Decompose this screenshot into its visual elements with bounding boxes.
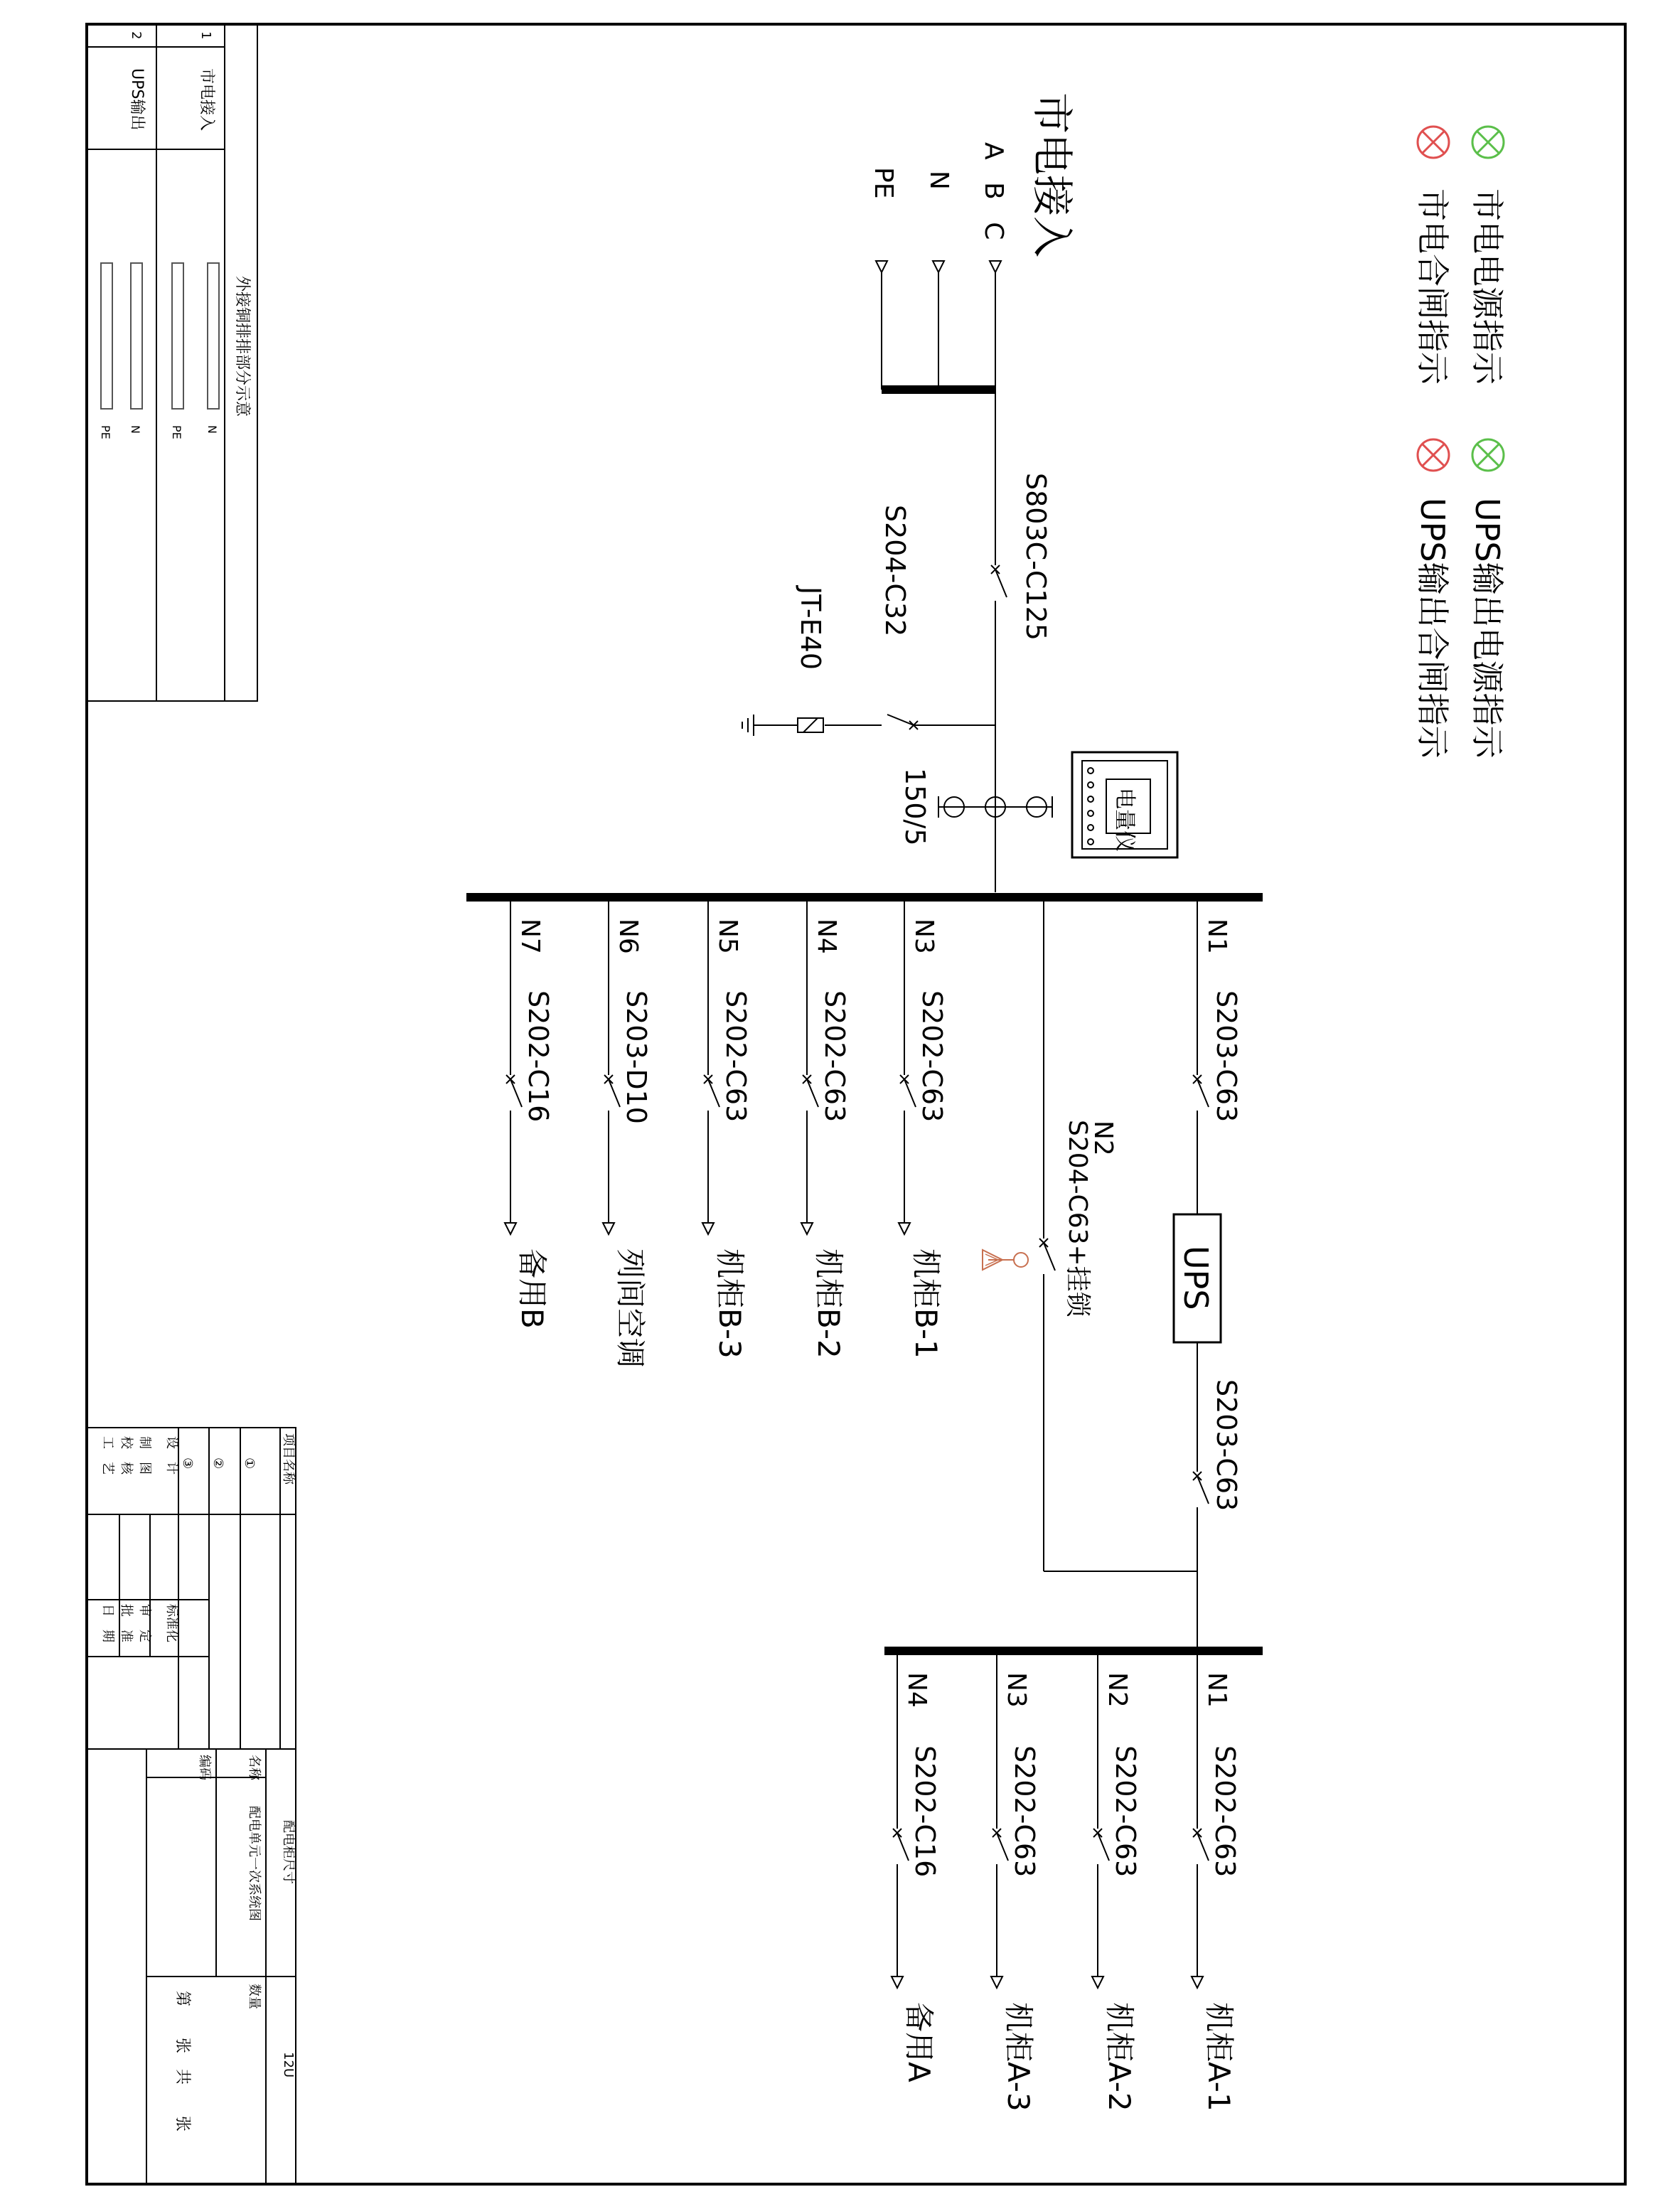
tb-code-label: 编码 — [197, 1755, 212, 1780]
ups-feeder-id: N3 — [1002, 1672, 1031, 1708]
copper-bar-table — [87, 24, 257, 701]
tb-sheet-text: 第 张 共 张 — [173, 1991, 191, 2132]
copper-row-num-2: 2 — [129, 31, 144, 40]
ups-feeder-id: N2 — [1103, 1672, 1132, 1708]
main-feeder-load: 备用B — [515, 1248, 550, 1329]
main-feeder-id: N1 — [1202, 919, 1231, 954]
tb-label: 制 图 — [137, 1436, 152, 1475]
main-feeder-id: N7 — [515, 919, 545, 954]
arrow-down-icon — [702, 1223, 714, 1234]
arrow-down-icon — [1192, 1977, 1203, 1988]
main-feeder-6 — [505, 902, 554, 1329]
tb-name-value: 配电单元一次系统图 — [247, 1806, 262, 1921]
tb-size-header: 配电柜尺寸 — [281, 1820, 296, 1884]
main-feeder-id: N6 — [614, 919, 643, 954]
arrow-down-icon — [801, 1223, 813, 1234]
tb-name-label: 名称 — [247, 1755, 262, 1780]
ups-feeder-1 — [1092, 1655, 1141, 2112]
main-feeder-id: N4 — [812, 919, 841, 954]
neutral-label: N — [924, 171, 953, 190]
meter-label: 电量仪 — [1112, 788, 1137, 852]
arrow-down-icon — [899, 1223, 910, 1234]
main-feeder-load: 机柜B-2 — [811, 1248, 846, 1359]
ups-feeder-load: 机柜A-3 — [1001, 2002, 1036, 2112]
ups-feeder-load: 机柜A-2 — [1102, 2002, 1137, 2112]
ups-feeder-id: N1 — [1202, 1672, 1231, 1708]
ups-feeder-breaker: S202-C63 — [1009, 1745, 1040, 1878]
ups-feeder-3 — [892, 1655, 941, 2082]
ups-feeder-breaker: S202-C63 — [1110, 1745, 1141, 1878]
main-feeder-breaker: S202-C63 — [916, 990, 948, 1123]
main-feeder-4 — [702, 902, 751, 1359]
main-feeder-id: N3 — [909, 919, 938, 954]
legend-label-4: UPS输出合闸指示 — [1413, 498, 1452, 759]
tb-label: 审 定 — [137, 1604, 152, 1642]
main-feeder-n2-label: N2 — [1088, 1120, 1118, 1156]
main-feeder-load: 列间空调 — [613, 1248, 648, 1369]
pe-label: PE — [869, 167, 898, 199]
incoming-title: 市电接入 — [1028, 92, 1076, 258]
tb-label: 日 期 — [100, 1604, 115, 1642]
red-indicator-icon — [1418, 439, 1449, 471]
tb-label: ② — [210, 1457, 225, 1470]
spd-branch — [742, 715, 995, 736]
green-indicator-icon — [1472, 127, 1504, 158]
main-breaker-label: S803C-C125 — [1020, 473, 1052, 641]
padlock-icon — [983, 1250, 1028, 1270]
energy-meter — [1072, 752, 1177, 857]
main-feeder-id: N5 — [713, 919, 742, 954]
ups-feeder-breaker: S202-C63 — [1209, 1745, 1241, 1878]
main-feeder-load: 机柜B-1 — [909, 1248, 943, 1359]
arrow-down-icon — [1092, 1977, 1103, 1988]
tb-qty-label: 数量 — [247, 1984, 262, 2009]
main-feeder-load: 机柜B-3 — [712, 1248, 747, 1359]
tb-label: 校 核 — [119, 1436, 134, 1475]
main-feeder-3 — [801, 902, 850, 1359]
drawing-frame — [87, 24, 1625, 2184]
red-indicator-icon — [1418, 127, 1449, 158]
ups-feeder-0 — [1192, 1655, 1241, 2112]
ups-feeders — [892, 1655, 1241, 2112]
legend-label-3: UPS输出电源指示 — [1468, 498, 1507, 759]
arrow-down-icon — [991, 1977, 1002, 1988]
main-feeder-2 — [899, 902, 948, 1359]
ground-icon — [742, 715, 754, 736]
tb-project-label: 项目名称 — [281, 1433, 296, 1485]
ups-label: UPS — [1177, 1246, 1215, 1310]
main-feeder-breaker: S203-C63 — [1211, 990, 1242, 1123]
copper-table-title: 外接铜排排部分示意 — [233, 276, 251, 417]
tb-label: 设 计 — [164, 1436, 179, 1475]
arrow-down-icon — [892, 1977, 903, 1988]
main-feeder-breaker: S202-C63 — [819, 990, 850, 1123]
bar-label: PE — [170, 425, 183, 439]
spd-label: JT-E40 — [795, 587, 826, 670]
legend-label-1: 市电电源指示 — [1468, 188, 1507, 385]
arrow-down-icon — [505, 1223, 516, 1234]
main-feeder-breaker: S202-C16 — [523, 990, 554, 1123]
green-indicator-icon — [1472, 439, 1504, 471]
main-feeders — [505, 902, 1242, 1368]
ups-output-breaker-label: S203-C63 — [1211, 1379, 1242, 1512]
copper-row-num-1: 1 — [198, 31, 213, 40]
incoming-terminals — [876, 261, 1001, 390]
main-feeder-breaker: S202-C63 — [720, 990, 751, 1123]
legend-label-2: 市电合闸指示 — [1413, 188, 1452, 385]
arrow-down-icon — [603, 1223, 614, 1234]
tb-qty-value: 12U — [281, 2052, 296, 2078]
main-breaker-icon — [991, 565, 1007, 597]
title-block — [87, 1428, 296, 2184]
main-feeder-breaker: S203-D10 — [621, 990, 652, 1124]
copper-row-name-2: UPS输出 — [128, 68, 146, 131]
legend — [1413, 127, 1507, 759]
tb-label: ③ — [180, 1457, 195, 1470]
ups-feeder-load: 备用A — [901, 2002, 936, 2082]
tb-label: 工 艺 — [100, 1436, 115, 1475]
bar-label: PE — [99, 425, 112, 439]
tb-label: 批 准 — [119, 1604, 134, 1642]
bar-label: N — [129, 425, 142, 434]
bar-label: N — [205, 425, 219, 434]
tb-label: 标准化 — [164, 1604, 179, 1642]
spd-breaker-label: S204-C32 — [879, 505, 911, 637]
ct-ratio-label: 150/5 — [899, 768, 931, 846]
tb-label: ① — [242, 1457, 257, 1470]
ups-feeder-load: 机柜A-1 — [1202, 2002, 1236, 2112]
bypass-breaker-label: S204-C63+挂锁 — [1063, 1120, 1092, 1317]
ups-feeder-2 — [991, 1655, 1040, 2112]
ups-feeder-id: N4 — [902, 1672, 931, 1708]
main-feeder-5 — [603, 902, 652, 1368]
copper-row-name-1: 市电接入 — [198, 68, 215, 132]
ups-feeder-breaker: S202-C16 — [909, 1745, 941, 1878]
phase-labels: A B C — [979, 142, 1008, 247]
